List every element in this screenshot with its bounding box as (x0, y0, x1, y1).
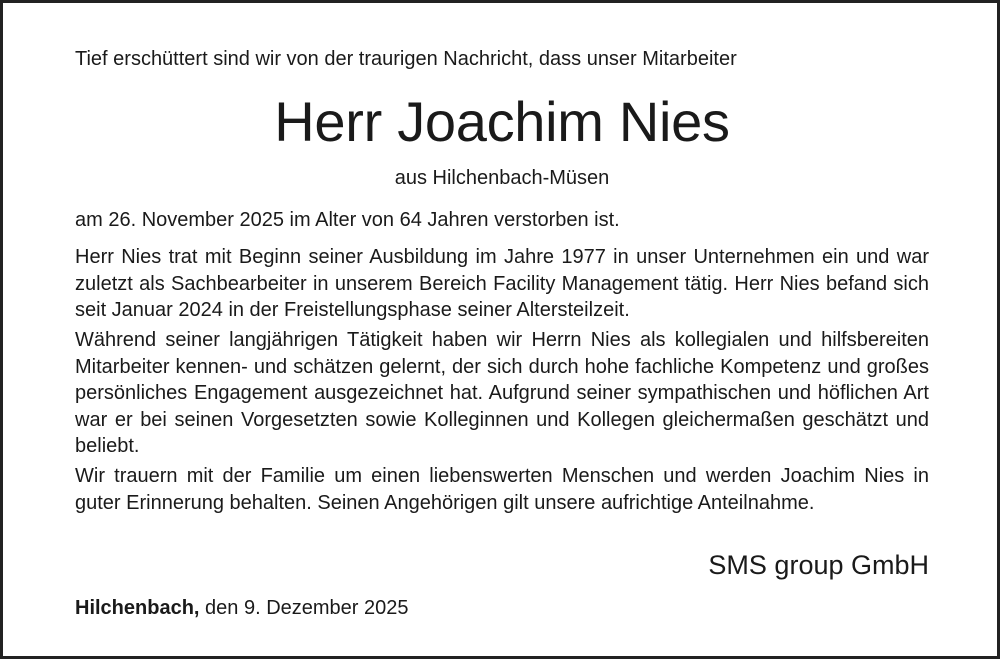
intro-text: Tief erschüttert sind wir von der traurigen Nachricht, dass unser Mitarbeiter (75, 48, 737, 70)
death-date-paragraph: am 26. November 2025 im Alter von 64 Jahren verstorben ist. (75, 209, 620, 231)
place-date-line (75, 595, 409, 621)
condolence-paragraph: Wir trauern mit der Familie um einen liebenswerten Menschen und werden Joachim Nies in guter Erinnerung behalten. Seinen Angehörigen gilt unsere aufrichtige Anteilnahme. (75, 465, 929, 514)
career-paragraph: Herr Nies trat mit Beginn seiner Ausbildung im Jahre 1977 in unser Unternehmen ein und war zuletzt als Sachbearbeiter in unserem Bereich Facility Management tätig. Herr Nies befand sich seit Januar 2024 in der Freistellungsphase seiner Altersteilzeit. (75, 246, 929, 321)
hometown: aus Hilchenbach-Müsen (394, 167, 610, 189)
date: den 9. Dezember 2025 (205, 597, 409, 619)
tribute-paragraph: Während seiner langjährigen Tätigkeit haben wir Herrn Nies als kollegialen und hilfsbereiten Mitarbeiter kennen- und schätzen gelernt, der sich durch hohe fachliche Kompetenz und großes persönliches Engagement ausgezeichnet hat. Aufgrund seiner sympathischen und höflichen Art war er bei seinen Vorgesetzten sowie Kolleginnen und Kollegen gleichermaßen geschätzt und beliebt. (75, 329, 929, 457)
deceased-name: Herr Joachim Nies (274, 90, 730, 153)
place: Hilchenbach, (75, 597, 200, 619)
company-signature: SMS group GmbH (708, 550, 929, 580)
